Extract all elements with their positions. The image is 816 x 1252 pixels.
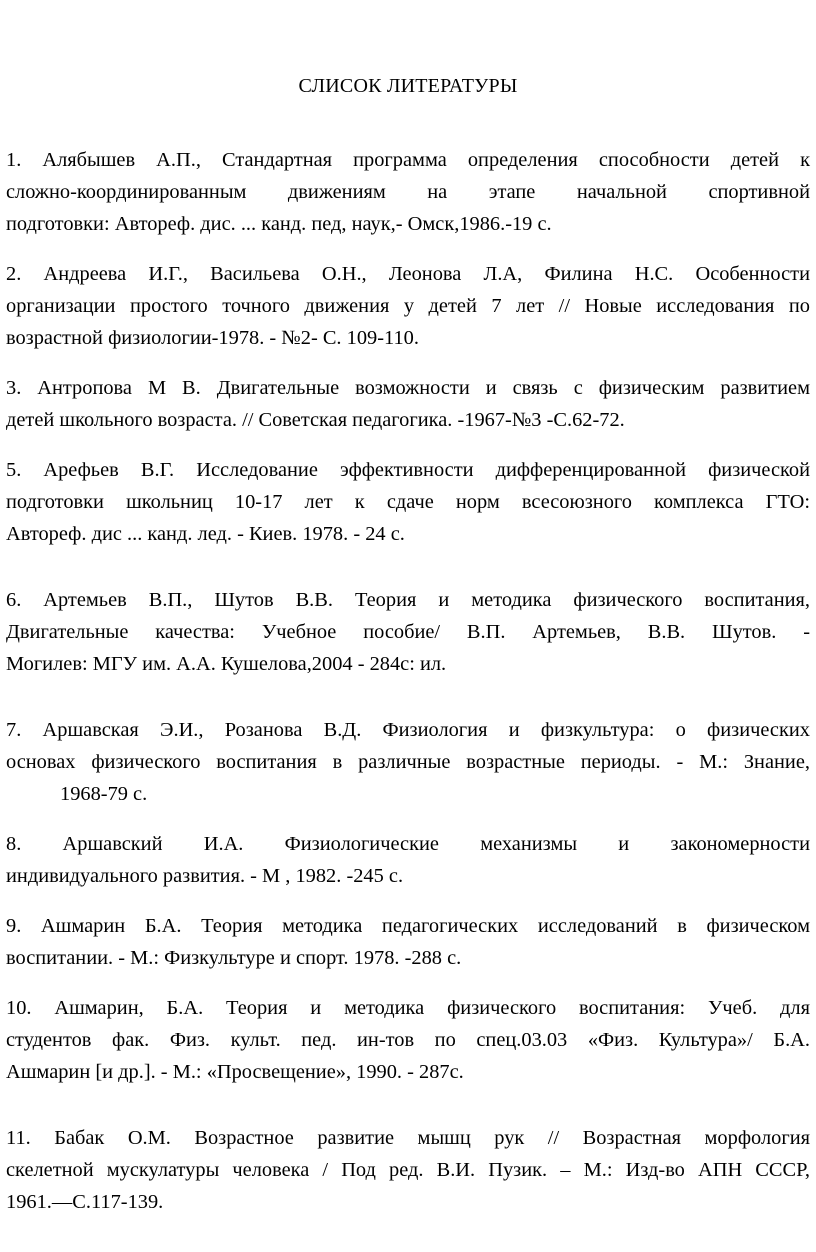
reference-line: Двигательные качества: Учебное пособие/ В.П. Артемьев, В.В. Шутов. - [6,621,810,643]
reference-line: подготовки школьниц 10-17 лет к сдаче норм всесоюзного комплекса ГТО: [6,491,810,513]
reference-item [6,372,810,436]
reference-line: 10. Ашмарин, Б.А. Теория и методика физического воспитания: Учеб. для [6,997,810,1019]
reference-item [6,144,810,240]
reference-line: подготовки: Автореф. дис. ... канд. пед, наук,- Омск,1986.-19 с. [6,213,552,235]
reference-item [6,258,810,354]
reference-item [6,910,810,974]
reference-line: 11. Бабак О.М. Возрастное развитие мышц рук // Возрастная морфология [6,1127,810,1149]
reference-line: Могилев: МГУ им. А.А. Кушелова,2004 - 284с: ил. [6,653,447,675]
reference-line: возрастной физиологии-1978. - №2- С. 109-110. [6,327,419,349]
reference-line: Автореф. дис ... канд. лед. - Киев. 1978. - 24 с. [6,523,405,545]
reference-line: скелетной мускулатуры человека / Под ред. В.И. Пузик. – М.: Изд-во АПН СССР, [6,1159,810,1181]
reference-line: 6. Артемьев В.П., Шутов В.В. Теория и методика физического воспитания, [6,589,810,611]
reference-item [6,828,810,892]
reference-item [6,714,810,810]
reference-line: 9. Ашмарин Б.А. Теория методика педагогических исследований в физическом [6,915,810,937]
reference-line: 5. Арефьев В.Г. Исследование эффективности дифференцированной физической [6,459,810,481]
reference-line: сложно-координированным движениям на этапе начальной спортивной [6,181,810,203]
reference-line: организации простого точного движения у детей 7 лет // Новые исследования по [6,295,810,317]
reference-item [6,1122,810,1218]
reference-line: 3. Антропова М В. Двигательные возможности и связь с физическим развитием [6,377,810,399]
reference-line: 2. Андреева И.Г., Васильева О.Н., Леонова Л.А, Филина Н.С. Особенности [6,263,810,285]
reference-line: 7. Аршавская Э.И., Розанова В.Д. Физиология и физкультура: о физических [6,719,810,741]
reference-list [6,144,810,1252]
reference-line: индивидуального развития. - М , 1982. -245 с. [6,865,404,887]
reference-line: 1. Алябышев А.П., Стандартная программа определения способности детей к [6,149,810,171]
reference-line: 1961.—С.117-139. [6,1191,164,1213]
reference-item [6,454,810,550]
reference-line: воспитании. - М.: Физкультуре и спорт. 1978. -288 с. [6,947,462,969]
reference-line: основах физического воспитания в различные возрастные периоды. - М.: Знание, [6,751,810,773]
reference-line: Ашмарин [и др.]. - М.: «Просвещение», 1990. - 287с. [6,1061,464,1083]
reference-line: 8. Аршавский И.А. Физиологические механизмы и закономерности [6,833,810,855]
page-title: СЛИСОК ЛИТЕРАТУРЫ [298,75,518,97]
reference-line: 1968-79 с. [60,783,148,805]
reference-line: детей школьного возраста. // Советская педагогика. -1967-№3 -С.62-72. [6,409,625,431]
reference-item [6,992,810,1088]
reference-item [6,584,810,680]
reference-line: студентов фак. Физ. культ. пед. ин-тов по спец.03.03 «Физ. Культура»/ Б.А. [6,1029,810,1051]
